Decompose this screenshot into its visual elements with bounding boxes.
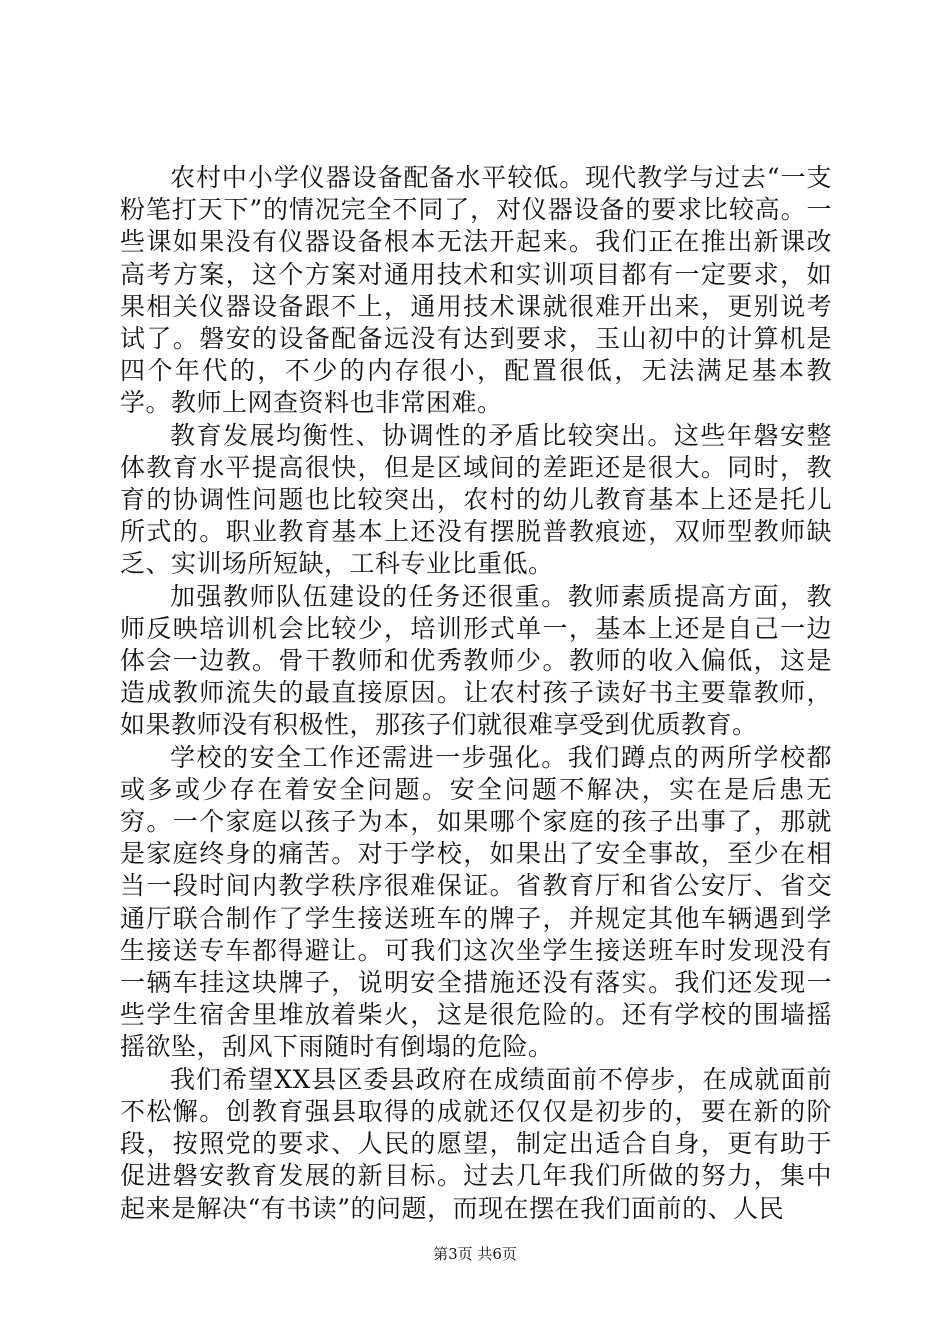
paragraph-hopes: 我们希望XX县区委县政府在成绩面前不停步，在成就面前不松懈。创教育强县取得的成就还仅仅是初步的，要在新的阶段，按照党的要求、人民的愿望，制定出适合自身，更有助于促进磐安教育发展的新目标。过去几年我们所做的努力，集中起来是解决“有书读”的问题，而现在摆在我们面前的、人民 <box>120 1064 832 1223</box>
paragraph-teachers: 加强教师队伍建设的任务还很重。教师素质提高方面，教师反映培训机会比较少，培训形式单一，基本上还是自己一边体会一边教。骨干教师和优秀教师少。教师的收入偏低，这是造成教师流失的最直接原因。让农村孩子读好书主要靠教师，如果教师没有积极性，那孩子们就很难享受到优质教育。 <box>120 581 832 740</box>
paragraph-equipment: 农村中小学仪器设备配备水平较低。现代教学与过去“一支粉笔打天下”的情况完全不同了，对仪器设备的要求比较高。一些课如果没有仪器设备根本无法开起来。我们正在推出新课改高考方案，这个方案对通用技术和实训项目都有一定要求，如果相关仪器设备跟不上，通用技术课就很难开出来，更别说考试了。磐安的设备配备远没有达到要求，玉山初中的计算机是四个年代的，不少的内存很小，配置很低，无法满足基本教学。教师上网查资料也非常困难。 <box>120 163 832 418</box>
paragraph-safety: 学校的安全工作还需进一步强化。我们蹲点的两所学校都或多或少存在着安全问题。安全问题不解决，实在是后患无穷。一个家庭以孩子为本，如果哪个家庭的孩子出事了，那就是家庭终身的痛苦。对于学校，如果出了安全事故，至少在相当一段时间内教学秩序很难保证。省教育厅和省公安厅、省交通厅联合制作了学生接送班车的牌子，并规定其他车辆遇到学生接送专车都得避让。可我们这次坐学生接送班车时发现没有一辆车挂这块牌子，说明安全措施还没有落实。我们还发现一些学生宿舍里堆放着柴火，这是很危险的。还有学校的围墙摇摇欲坠，刮风下雨随时有倒塌的危险。 <box>120 742 832 1062</box>
page-number-footer: 第3页 共6页 <box>433 1245 517 1263</box>
paragraph-balance: 教育发展均衡性、协调性的矛盾比较突出。这些年磐安整体教育水平提高很快，但是区域间的差距还是很大。同时，教育的协调性问题也比较突出，农村的幼儿教育基本上还是托儿所式的。职业教育基本上还没有摆脱普教痕迹，双师型教师缺乏、实训场所短缺，工科专业比重低。 <box>120 420 832 579</box>
document-body <box>120 162 832 1225</box>
